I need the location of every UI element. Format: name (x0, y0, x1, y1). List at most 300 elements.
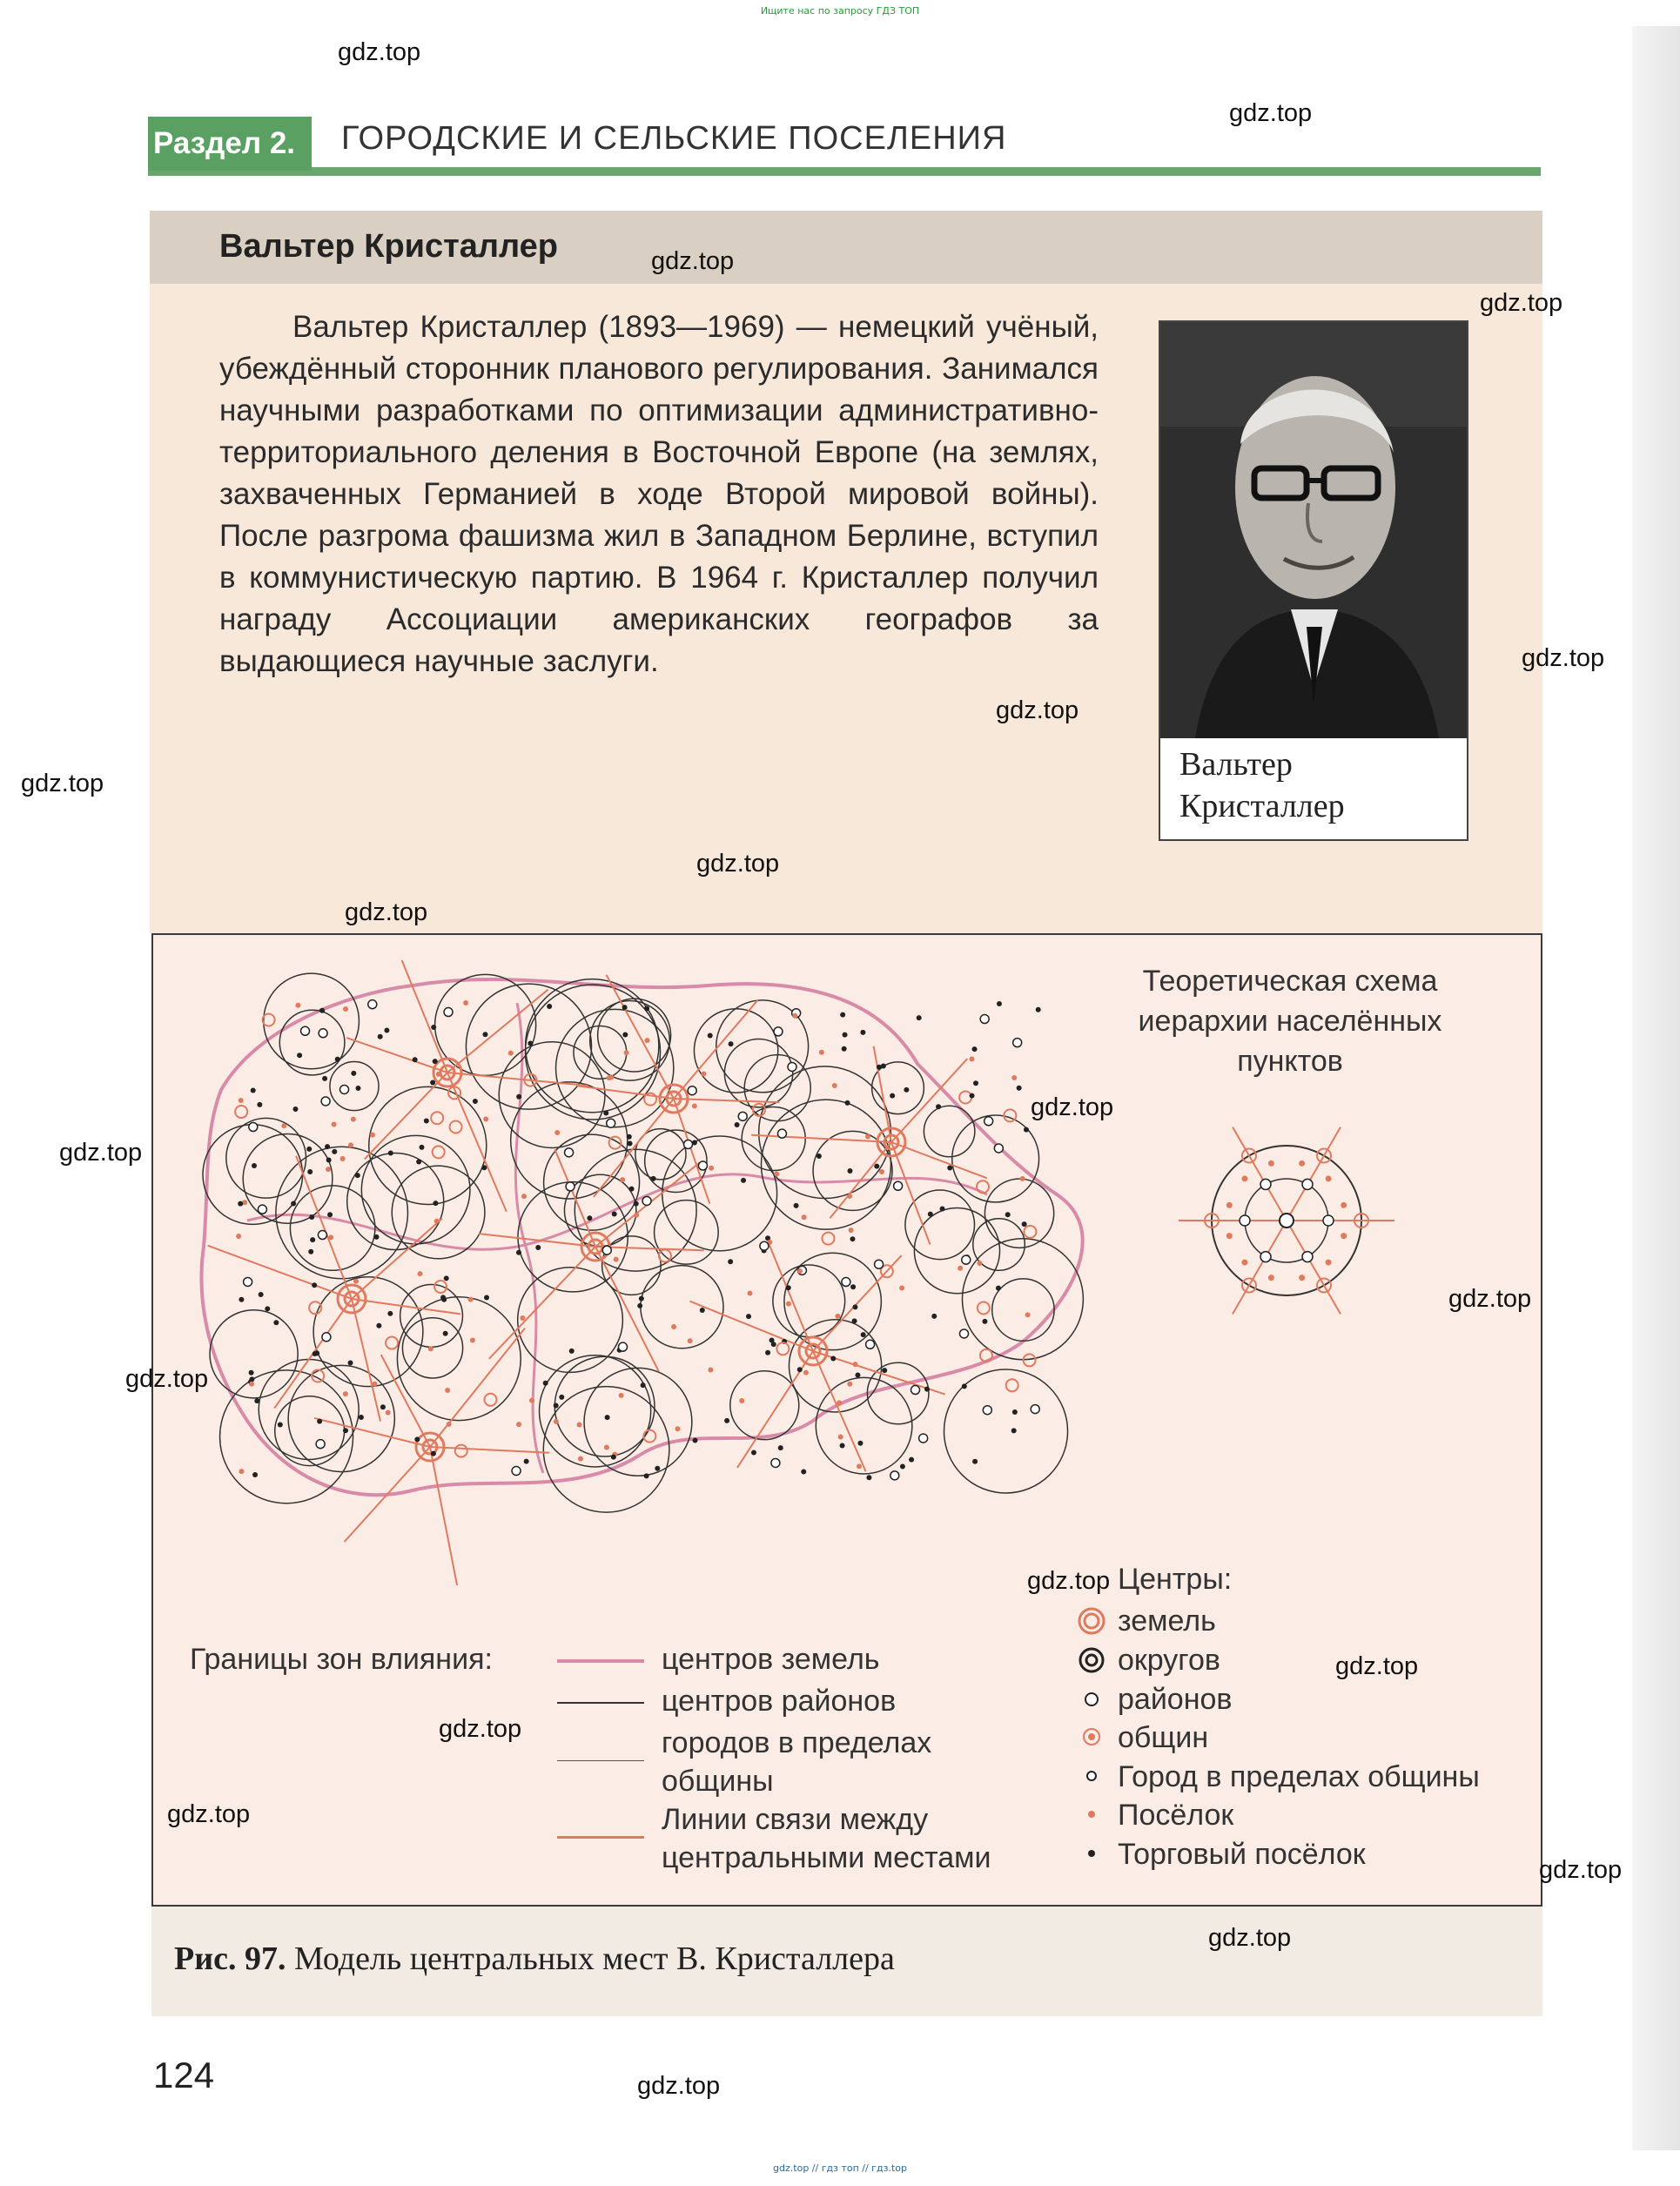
trade-settlement-marker (433, 1059, 438, 1064)
trade-settlement-marker (543, 1381, 548, 1386)
trade-settlement-marker (997, 1001, 1002, 1006)
town-marker (777, 1129, 786, 1138)
trade-settlement-marker (376, 1323, 381, 1328)
trade-settlement-marker (843, 1032, 848, 1038)
trade-settlement-marker (317, 1419, 322, 1424)
trade-settlement-marker (424, 1118, 429, 1123)
district-boundary (290, 1186, 374, 1270)
link-line (606, 975, 674, 1099)
section-title: ГОРОДСКИЕ И СЕЛЬСКИЕ ПОСЕЛЕНИЯ (341, 120, 1007, 157)
settlement-marker (281, 1123, 286, 1128)
settlement-marker (521, 1194, 527, 1199)
trade-settlement-marker (603, 1110, 608, 1115)
legend-line-towns (557, 1760, 644, 1761)
schema-settlement (1341, 1202, 1347, 1208)
trade-settlement-marker (641, 1382, 646, 1388)
trade-settlement-marker (900, 1464, 905, 1470)
schema-town (1302, 1179, 1313, 1189)
legend-label-lands: центров земель (662, 1643, 880, 1676)
trade-settlement-marker (251, 1087, 256, 1093)
watermark: gdz.top (167, 1800, 251, 1828)
watermark: gdz.top (1480, 289, 1563, 317)
trade-settlement-marker (639, 1296, 644, 1302)
town-marker (788, 1062, 796, 1071)
district-boundary (361, 1135, 470, 1244)
trade-settlement-marker (554, 1403, 559, 1409)
schema-settlement (1268, 1160, 1274, 1167)
district-boundary (400, 1285, 463, 1348)
trade-settlement-marker (314, 1350, 319, 1355)
settlement-marker (1011, 1075, 1017, 1080)
trade-settlement-marker (528, 1040, 533, 1046)
trade-settlement-marker (830, 1356, 836, 1362)
trade-settlement-marker (850, 1284, 856, 1289)
trade-settlement-marker (569, 1349, 575, 1354)
schema-settlement (1326, 1260, 1332, 1266)
trade-settlement-marker (326, 1157, 332, 1162)
town-marker (994, 1144, 1003, 1153)
community-center-marker (978, 1302, 990, 1314)
watermark: gdz.top (996, 696, 1079, 724)
settlement-marker (786, 1302, 791, 1307)
trade-settlement-marker (746, 1314, 751, 1319)
trade-settlement-marker (547, 1004, 552, 1009)
symbol-district-center-icon (1085, 1693, 1098, 1705)
settlement-marker (343, 1391, 348, 1396)
trade-settlement-marker (627, 1134, 632, 1140)
link-line (891, 1059, 967, 1142)
map-network (201, 960, 1083, 1585)
schema-town (1302, 1252, 1313, 1262)
watermark: gdz.top (637, 2072, 721, 2100)
community-center-marker (263, 1014, 275, 1026)
trade-settlement-marker (1022, 1221, 1027, 1227)
link-line (381, 1355, 430, 1447)
trade-settlement-marker (254, 1398, 259, 1403)
trade-settlement-marker (259, 1292, 264, 1297)
settlement-marker (326, 1167, 331, 1172)
town-marker (962, 1255, 971, 1264)
watermark: gdz.top (1522, 644, 1605, 672)
district-boundary (742, 1107, 805, 1171)
trade-settlement-marker (881, 1064, 886, 1069)
town-marker (619, 1342, 628, 1351)
settlement-marker (857, 1463, 862, 1469)
settlement-marker (576, 1423, 581, 1428)
trade-settlement-marker (972, 1459, 978, 1464)
trade-settlement-marker (430, 1080, 435, 1085)
district-boundary (226, 1118, 306, 1198)
trade-settlement-marker (559, 1395, 564, 1400)
trade-settlement-marker (481, 1165, 487, 1170)
settlement-marker (819, 1050, 824, 1055)
trade-settlement-marker (693, 1438, 698, 1443)
figure-caption (174, 1940, 895, 1978)
trade-settlement-marker (387, 1311, 393, 1316)
trade-settlement-marker (252, 1472, 258, 1477)
settlement-marker (969, 1056, 974, 1061)
trade-settlement-marker (297, 1053, 302, 1058)
link-line (447, 1073, 507, 1212)
town-marker (368, 1000, 377, 1009)
town-marker (842, 1278, 850, 1287)
settlement-marker (803, 1370, 809, 1375)
settlement-marker (797, 1268, 803, 1274)
trade-settlement-marker (443, 1331, 448, 1336)
district-boundary (655, 1201, 719, 1265)
symbol-settlement-icon (1088, 1811, 1095, 1818)
town-marker (607, 1119, 615, 1127)
town-marker (340, 1085, 349, 1093)
trade-settlement-marker (850, 1236, 855, 1241)
trade-settlement-marker (936, 1104, 941, 1109)
trade-settlement-marker (278, 1422, 283, 1427)
settlement-marker (468, 1297, 474, 1302)
town-marker (321, 1097, 330, 1106)
settlement-marker (624, 1050, 629, 1055)
settlement-marker (620, 1177, 625, 1182)
settlement-marker (688, 1338, 693, 1343)
trade-settlement-marker (416, 1159, 421, 1164)
page-number: 124 (153, 2055, 215, 2095)
settlement-marker (239, 1469, 244, 1474)
trade-settlement-marker (629, 1187, 635, 1192)
trade-settlement-marker (729, 1041, 734, 1046)
trade-settlement-marker (265, 1306, 270, 1311)
trade-settlement-marker (765, 1350, 770, 1355)
trade-settlement-marker (651, 1176, 656, 1181)
trade-settlement-marker (797, 1367, 803, 1372)
district-boundary (730, 1371, 799, 1440)
settlement-marker (747, 1290, 752, 1295)
settlement-marker (619, 1393, 624, 1398)
town-marker (980, 1015, 989, 1024)
settlement-marker (645, 1038, 650, 1043)
watermark: gdz.top (1031, 1093, 1114, 1121)
trade-settlement-marker (355, 1086, 360, 1091)
trade-settlement-marker (890, 1093, 895, 1099)
trade-settlement-marker (238, 1201, 243, 1207)
settlement-marker (445, 1388, 450, 1393)
link-line (314, 1418, 430, 1447)
section-label: Раздел 2. (148, 117, 312, 171)
center-label-okrugs: округов (1118, 1644, 1220, 1677)
community-center-marker (235, 1106, 247, 1118)
district-boundary (275, 1396, 345, 1466)
settlement-marker (340, 1156, 346, 1161)
settlement-marker (236, 1234, 241, 1239)
schema-settlement (1299, 1275, 1305, 1281)
trade-settlement-marker (378, 1034, 383, 1039)
town-marker (244, 1277, 252, 1286)
trade-settlement-marker (359, 1415, 364, 1420)
community-center-marker (434, 1281, 447, 1293)
trade-settlement-marker (882, 1368, 887, 1373)
district-boundary (992, 1279, 1054, 1341)
trade-settlement-marker (292, 1106, 298, 1112)
settlement-marker (249, 1382, 254, 1387)
town-marker (249, 1123, 258, 1132)
town-marker (866, 1340, 875, 1349)
schema-town (1260, 1252, 1271, 1262)
watermark: gdz.top (696, 850, 780, 878)
trade-settlement-marker (343, 1428, 348, 1433)
watermark: gdz.top (1335, 1652, 1419, 1680)
settlement-marker (865, 1133, 870, 1139)
center-label-trade-settlement: Торговый посёлок (1118, 1838, 1366, 1871)
watermark: gdz.top (1539, 1856, 1623, 1884)
district-boundary (554, 1356, 655, 1456)
watermark: gdz.top (1208, 1924, 1292, 1952)
settlement-marker (847, 1194, 852, 1199)
trade-settlement-marker (928, 1212, 933, 1217)
settlement-marker (838, 1434, 843, 1439)
settlement-marker (578, 1456, 583, 1462)
link-line (690, 1302, 813, 1351)
schema-settlement (1326, 1175, 1332, 1181)
trade-settlement-marker (996, 1286, 1001, 1291)
trade-settlement-marker (1036, 1007, 1041, 1012)
watermark: gdz.top (1229, 99, 1313, 127)
trade-settlement-marker (431, 1025, 436, 1030)
trade-settlement-marker (982, 1319, 987, 1324)
trade-settlement-marker (239, 1297, 244, 1302)
trade-settlement-marker (516, 1094, 521, 1100)
settlement-marker (692, 1103, 697, 1108)
settlement-marker (1025, 1312, 1031, 1317)
trade-settlement-marker (840, 1012, 845, 1018)
community-center-marker (433, 1146, 445, 1158)
town-marker (919, 1434, 928, 1443)
trade-settlement-marker (786, 1285, 791, 1290)
trade-settlement-marker (692, 1140, 697, 1146)
portrait-caption (1179, 743, 1345, 827)
district-boundary (924, 1106, 974, 1156)
settlement-marker (386, 1410, 391, 1416)
trade-settlement-marker (612, 1211, 617, 1216)
trade-settlement-marker (306, 1147, 312, 1152)
trade-settlement-marker (816, 1154, 822, 1159)
trade-settlement-marker (249, 1370, 254, 1375)
town-marker (301, 1026, 310, 1035)
trade-settlement-marker (655, 1466, 660, 1471)
trade-settlement-marker (845, 1100, 850, 1106)
trade-settlement-marker (840, 1443, 845, 1449)
link-line (891, 1142, 987, 1178)
district-boundary (905, 1190, 975, 1260)
link-line (595, 1247, 659, 1371)
town-marker (565, 1148, 574, 1157)
watermark: gdz.top (439, 1715, 522, 1743)
trade-settlement-marker (252, 1163, 257, 1168)
trade-settlement-marker (322, 1076, 327, 1081)
watermark: gdz.top (651, 247, 735, 275)
community-center-marker (1024, 1226, 1036, 1238)
trade-settlement-marker (637, 1303, 642, 1308)
settlement-marker (332, 1121, 337, 1127)
settlement-marker (447, 1422, 452, 1427)
land-boundary (247, 1174, 987, 1249)
settlement-marker (708, 1368, 713, 1373)
legend-label-towns-line1: городов в пределах (662, 1726, 932, 1759)
link-line (352, 1219, 442, 1299)
trade-settlement-marker (857, 1441, 863, 1446)
town-marker (875, 1260, 884, 1268)
settlement-marker (351, 1117, 356, 1122)
schema-settlement (1299, 1160, 1305, 1167)
trade-settlement-marker (794, 1203, 799, 1208)
trade-settlement-marker (380, 1404, 386, 1409)
district-boundary (984, 1179, 1053, 1248)
settlement-marker (774, 1172, 779, 1177)
link-line (352, 1299, 380, 1422)
settlement-marker (802, 1214, 807, 1220)
settlement-marker (483, 1116, 488, 1121)
watermark: gdz.top (1027, 1567, 1111, 1595)
settlement-marker (958, 1266, 963, 1271)
community-center-marker (1004, 1109, 1016, 1121)
schema-title-line3: пунктов (1237, 1045, 1343, 1078)
boundaries-legend-title: Границы зон влияния: (190, 1643, 493, 1676)
town-marker (566, 1182, 575, 1191)
settlement-marker (879, 1169, 884, 1174)
symbol-community-center-icon (1084, 1729, 1099, 1745)
settlement-marker (554, 1130, 560, 1135)
settlement-marker (837, 1400, 842, 1405)
link-line (430, 1447, 549, 1453)
trade-settlement-marker (484, 1295, 489, 1301)
symbol-town-icon (1087, 1772, 1096, 1780)
schema-town (1260, 1179, 1271, 1189)
legend-label-links-line1: Линии связи между (662, 1803, 929, 1836)
link-line (346, 1038, 447, 1073)
trade-settlement-marker (309, 1214, 314, 1220)
district-boundary (872, 1062, 924, 1114)
settlement-marker (436, 1072, 441, 1077)
trade-settlement-marker (611, 1455, 616, 1460)
trade-settlement-marker (524, 1459, 529, 1464)
settlement-marker (835, 1314, 840, 1319)
page-edge (1632, 26, 1680, 2150)
center-label-settlement: Посёлок (1118, 1799, 1234, 1832)
settlement-marker (353, 1279, 359, 1284)
schema-settlement (1226, 1233, 1233, 1239)
district-boundary (598, 999, 671, 1072)
trade-settlement-marker (441, 1297, 447, 1302)
schema-link (1233, 1127, 1287, 1221)
link-line (489, 1247, 595, 1359)
town-marker (316, 1440, 325, 1449)
trade-settlement-marker (904, 1087, 909, 1093)
trade-settlement-marker (724, 1418, 729, 1423)
schema-title-line1: Теоретическая схема (1142, 965, 1438, 998)
trade-settlement-marker (355, 1173, 360, 1178)
community-center-marker (959, 1091, 971, 1103)
settlement-marker (614, 1257, 619, 1262)
trade-settlement-marker (1012, 1409, 1018, 1415)
trade-settlement-marker (778, 1445, 783, 1450)
district-boundary (276, 1147, 408, 1279)
settlement-marker (701, 1072, 706, 1077)
community-center-marker (776, 1342, 789, 1355)
hierarchy-schema (1179, 1127, 1394, 1315)
trade-settlement-marker (257, 1102, 262, 1107)
trade-settlement-marker (605, 1415, 610, 1420)
schema-link (1233, 1221, 1287, 1314)
watermark: gdz.top (59, 1139, 143, 1167)
community-center-marker (455, 1445, 467, 1457)
trade-settlement-marker (940, 1206, 945, 1211)
trade-settlement-marker (771, 1342, 776, 1347)
settlement-marker (832, 1083, 837, 1088)
trade-settlement-marker (866, 1475, 871, 1480)
town-marker (444, 1008, 453, 1017)
trade-settlement-marker (587, 1215, 592, 1221)
trade-settlement-marker (291, 1201, 296, 1206)
legend-label-links (662, 1800, 991, 1877)
legend-line-links (557, 1836, 644, 1839)
trade-settlement-marker (312, 1282, 317, 1288)
trade-settlement-marker (852, 1304, 857, 1309)
trade-settlement-marker (1017, 1086, 1022, 1091)
symbol-trade-settlement-icon (1088, 1850, 1095, 1857)
settlement-marker (608, 1074, 614, 1080)
biography-text (219, 306, 1099, 683)
settlement-marker (554, 1419, 559, 1424)
district-boundary (724, 1039, 792, 1107)
settlement-marker (508, 1051, 514, 1056)
town-marker (894, 1181, 903, 1190)
district-boundary (544, 1134, 640, 1230)
trade-settlement-marker (972, 1046, 978, 1052)
trade-settlement-marker (962, 1383, 967, 1389)
trade-settlement-marker (741, 1178, 746, 1183)
town-marker (774, 1027, 783, 1036)
trade-settlement-marker (909, 1457, 914, 1463)
settlement-marker (634, 1213, 639, 1218)
trade-settlement-marker (413, 1057, 418, 1062)
trade-settlement-marker (388, 1150, 393, 1155)
trade-settlement-marker (335, 1057, 340, 1062)
trade-settlement-marker (848, 1168, 853, 1174)
schema-link (1287, 1221, 1341, 1314)
town-marker (319, 1029, 327, 1038)
settlement-marker (239, 1098, 244, 1103)
link-line (674, 1099, 779, 1102)
district-boundary (264, 973, 360, 1069)
settlement-marker (792, 1013, 797, 1019)
town-marker (258, 1205, 266, 1214)
trade-settlement-marker (801, 1469, 806, 1474)
district-boundary (330, 1062, 379, 1111)
town-marker (688, 1086, 696, 1095)
town-marker (1013, 1039, 1022, 1047)
trade-settlement-marker (535, 1245, 541, 1250)
community-center-marker (431, 1112, 443, 1124)
trade-settlement-marker (842, 1046, 847, 1052)
settlement-marker (604, 1445, 609, 1450)
section-rule (148, 167, 1541, 176)
trade-settlement-marker (414, 1436, 420, 1442)
center-label-lands: земель (1118, 1604, 1216, 1638)
link-line (479, 1234, 595, 1247)
schema-settlement (1268, 1275, 1274, 1281)
settlement-marker (899, 1286, 904, 1291)
district-boundary (525, 985, 660, 1120)
town-marker (1031, 1405, 1039, 1414)
watermark: gdz.top (21, 770, 104, 797)
district-boundary (279, 1010, 345, 1075)
